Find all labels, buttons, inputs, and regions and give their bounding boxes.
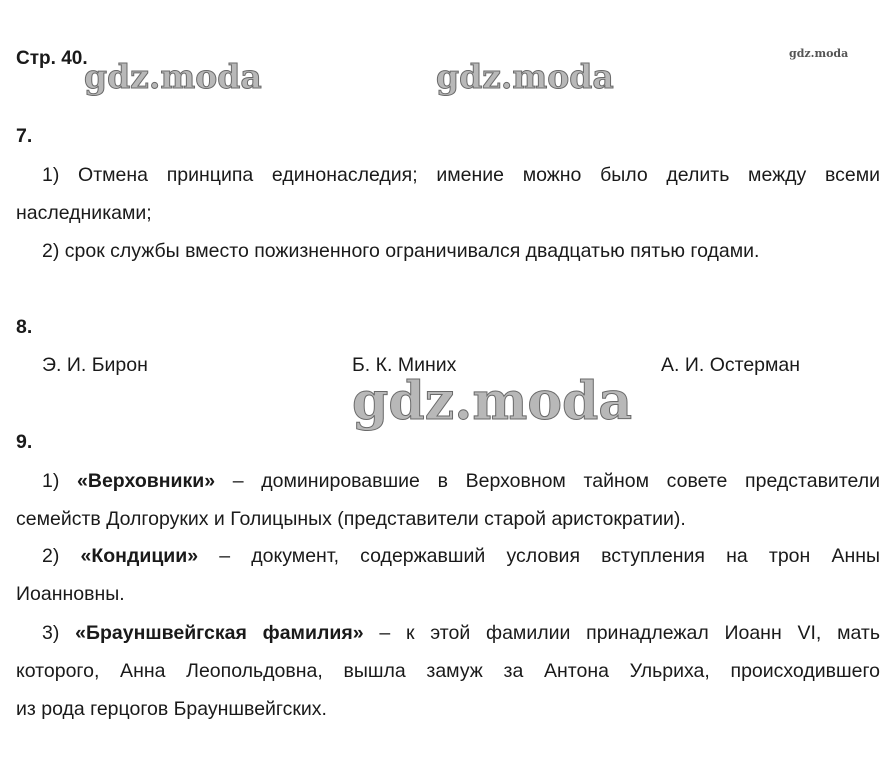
task9-item1-line2: семейств Долгоруких и Голицыных (представители старой аристократии). [16, 508, 686, 530]
task9-item2-line1 [42, 545, 880, 568]
item-number: 1) [42, 470, 60, 492]
definition-text: – к этой фамилии принадлежал Иоанн VI, мать [379, 622, 881, 644]
task9-item3-line2: которого, Анна Леопольдовна, вышла замуж за Антона Ульриха, происходившего [16, 660, 880, 682]
name-item: Э. И. Бирон [42, 354, 148, 376]
watermark-logo: gdz.moda [436, 57, 614, 96]
definition-text: – документ, содержавший условия вступления на трон Анны [219, 545, 881, 567]
item-number: 2) [42, 545, 60, 567]
definition-text: – доминировавшие в Верховном тайном совете представители [232, 470, 880, 492]
term: «Кондиции» [80, 545, 199, 567]
task7-item1-line2: наследниками; [16, 202, 152, 224]
task7-item2: 2) срок службы вместо пожизненного ограничивался двадцатью пятью годами. [42, 240, 760, 262]
task9-item3-line1 [42, 622, 880, 645]
task9-item3-line3: из рода герцогов Брауншвейгских. [16, 698, 327, 720]
watermark-logo: gdz.moda [789, 47, 849, 60]
name-item: А. И. Остерман [661, 354, 801, 376]
task-number: 8. [16, 316, 33, 338]
task-number: 9. [16, 431, 33, 453]
watermark-logo: gdz.moda [352, 371, 633, 432]
task7-item1-line1: 1) Отмена принципа единонаследия; имение можно было делить между всеми [42, 164, 880, 186]
watermark-logo: gdz.moda [84, 57, 262, 96]
task9-item2-line2: Иоанновны. [16, 583, 125, 605]
item-number: 3) [42, 622, 60, 644]
term: «Брауншвейгская фамилия» [75, 622, 364, 644]
page-number: Стр. 40. [16, 48, 88, 69]
name-item: Б. К. Миних [352, 354, 457, 376]
task-number: 7. [16, 125, 33, 147]
term: «Верховники» [77, 470, 216, 492]
task9-item1-line1 [42, 470, 880, 493]
